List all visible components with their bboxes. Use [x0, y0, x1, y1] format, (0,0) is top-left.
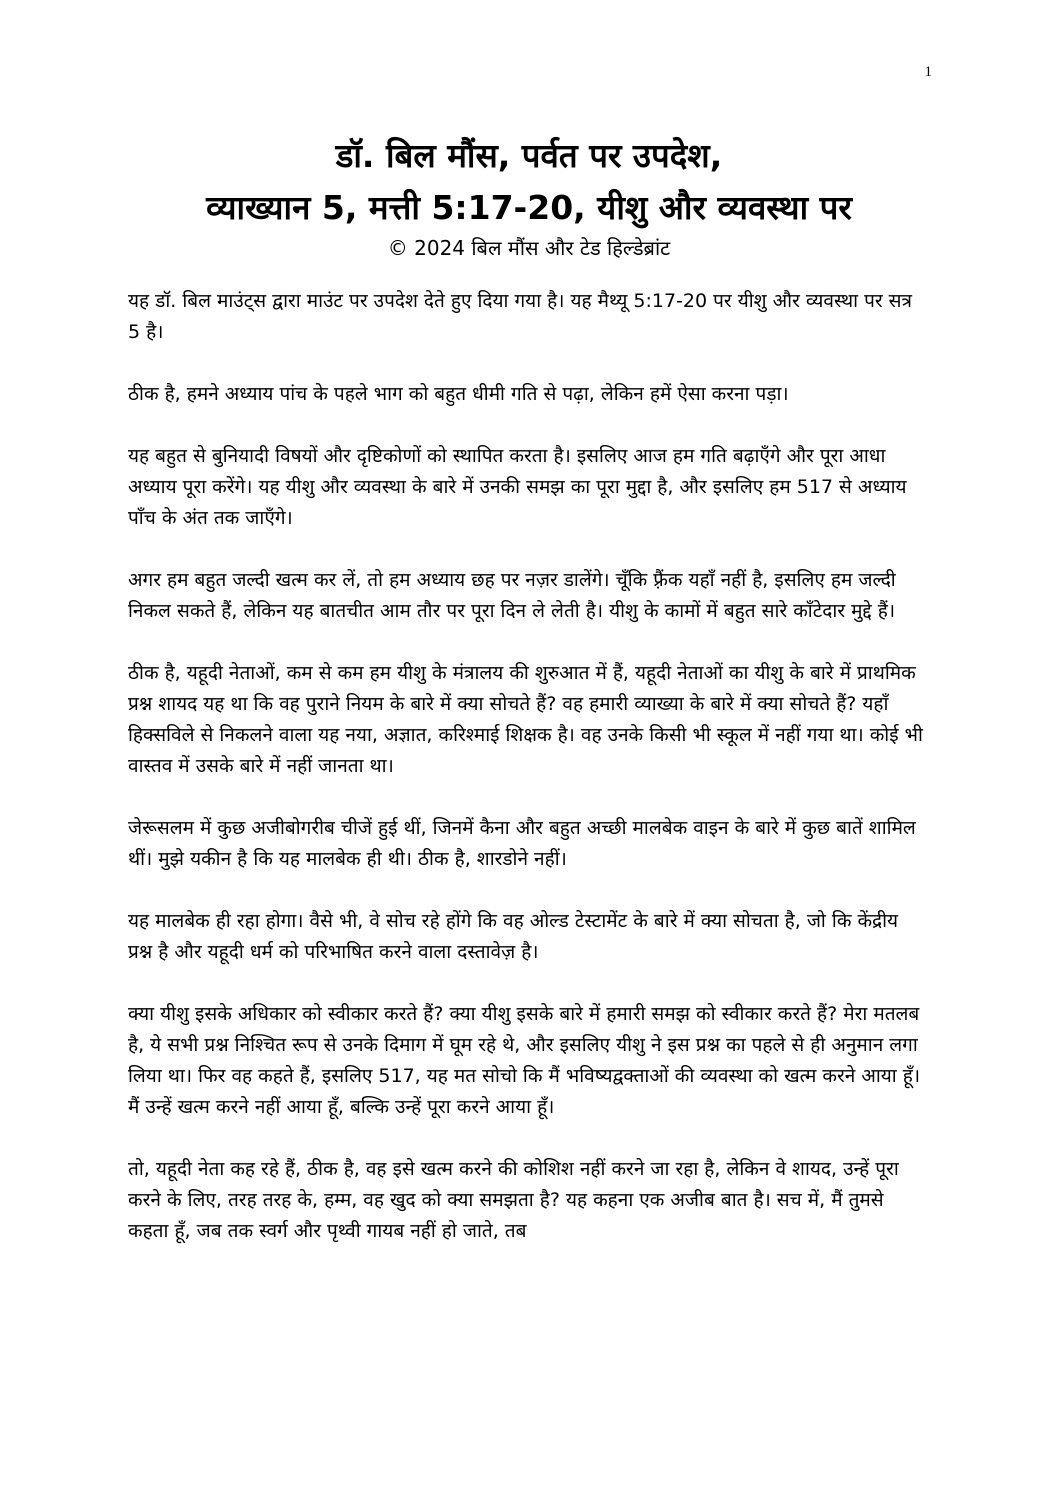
paragraph: ठीक है, हमने अध्याय पांच के पहले भाग को बहुत धीमी गति से पढ़ा, लेकिन हमें ऐसा करना पड़ा। — [128, 383, 789, 405]
paragraph: यह मालबेक ही रहा होगा। वैसे भी, वे सोच रहे होंगे कि वह ओल्ड टेस्टामेंट के बारे में क्या सोचता है, जो कि केंद्रीय प्रश्न है और यहूदी धर्म को परिभाषित करने वाला दस्तावेज़ है। — [128, 910, 899, 963]
paragraph: क्या यीशु इसके अधिकार को स्वीकार करते हैं? क्या यीशु इसके बारे में हमारी समझ को स्वीकार करते हैं? मेरा मतलब है, ये सभी प्रश्न निश्चित रूप से उनके दिमाग में घूम रहे थे, और इसलिए यीशु ने इस प्रश्न का पहले से ही अनुमान लगा लिया था। फिर वह कहते हैं, इसलिए 517, यह मत सोचो कि मैं भविष्यद्वक्ताओं की व्यवस्था को खत्म करने आया हूँ। मैं उन्हें खत्म करने नहीं आया हूँ, बल्कि उन्हें पूरा करने आया हूँ। — [128, 1003, 921, 1118]
paragraph: ठीक है, यहूदी नेताओं, कम से कम हम यीशु के मंत्रालय की शुरुआत में हैं, यहूदी नेताओं का यीशु के बारे में प्राथमिक प्रश्न शायद यह था कि वह पुराने नियम के बारे में क्या सोचते हैं? वह हमारी व्याख्या के बारे में क्या सोचते हैं? यहाँ हिक्सविले से निकलने वाला यह नया, अज्ञात, करिश्माई शिक्षक है। वह उनके किसी भी स्कूल में नहीं गया था। कोई भी वास्तव में उसके बारे में नहीं जानता था। — [128, 662, 923, 777]
document-header — [100, 130, 958, 262]
copyright-notice: © 2024 बिल मौंस और टेड हिल्डेब्रांट — [387, 236, 671, 260]
paragraph: अगर हम बहुत जल्दी खत्म कर लें, तो हम अध्याय छह पर नज़र डालेंगे। चूँकि फ़्रैंक यहाँ नहीं है, इसलिए हम जल्दी निकल सकते हैं, लेकिन यह बातचीत आम तौर पर पूरा दिन ले लेती है। यीशु के कामों में बहुत सारे काँटेदार मुद्दे हैं। — [128, 569, 896, 622]
paragraph: जेरूसलम में कुछ अजीबोगरीब चीजें हुई थीं, जिनमें कैना और बहुत अच्छी मालबेक वाइन के बारे में कुछ बातें शामिल थीं। मुझे यकीन है कि यह मालबेक ही थी। ठीक है, शारडोने नहीं। — [128, 817, 916, 870]
document-title-line-2: व्याख्यान 5, मत्ती 5:17-20, यीशु और व्यवस्था पर — [206, 188, 852, 227]
paragraph: यह बहुत से बुनियादी विषयों और दृष्टिकोणों को स्थापित करता है। इसलिए आज हम गति बढ़ाएँगे और पूरा आधा अध्याय पूरा करेंगे। यह यीशु और व्यवस्था के बारे में उनकी समझ का पूरा मुद्दा है, और इसलिए हम 517 से अध्याय पाँच के अंत तक जाएँगे। — [128, 445, 907, 529]
document-title-line-1: डॉ. बिल मौंस, पर्वत पर उपदेश, — [335, 136, 723, 175]
document-body — [128, 286, 928, 1278]
paragraph: यह डॉ. बिल माउंट्स द्वारा माउंट पर उपदेश देते हुए दिया गया है। यह मैथ्यू 5:17-20 पर यीशु और व्यवस्था पर सत्र 5 है। — [128, 290, 913, 343]
page-number: 1 — [924, 64, 932, 80]
paragraph: तो, यहूदी नेता कह रहे हैं, ठीक है, वह इसे खत्म करने की कोशिश नहीं करने जा रहा है, लेकिन वे शायद, उन्हें पूरा करने के लिए, तरह तरह के, हम्म, वह खुद को क्या समझता है? यह कहना एक अजीब बात है। सच में, मैं तुमसे कहता हूँ, जब तक स्वर्ग और पृथ्वी गायब नहीं हो जाते, तब — [128, 1158, 899, 1242]
